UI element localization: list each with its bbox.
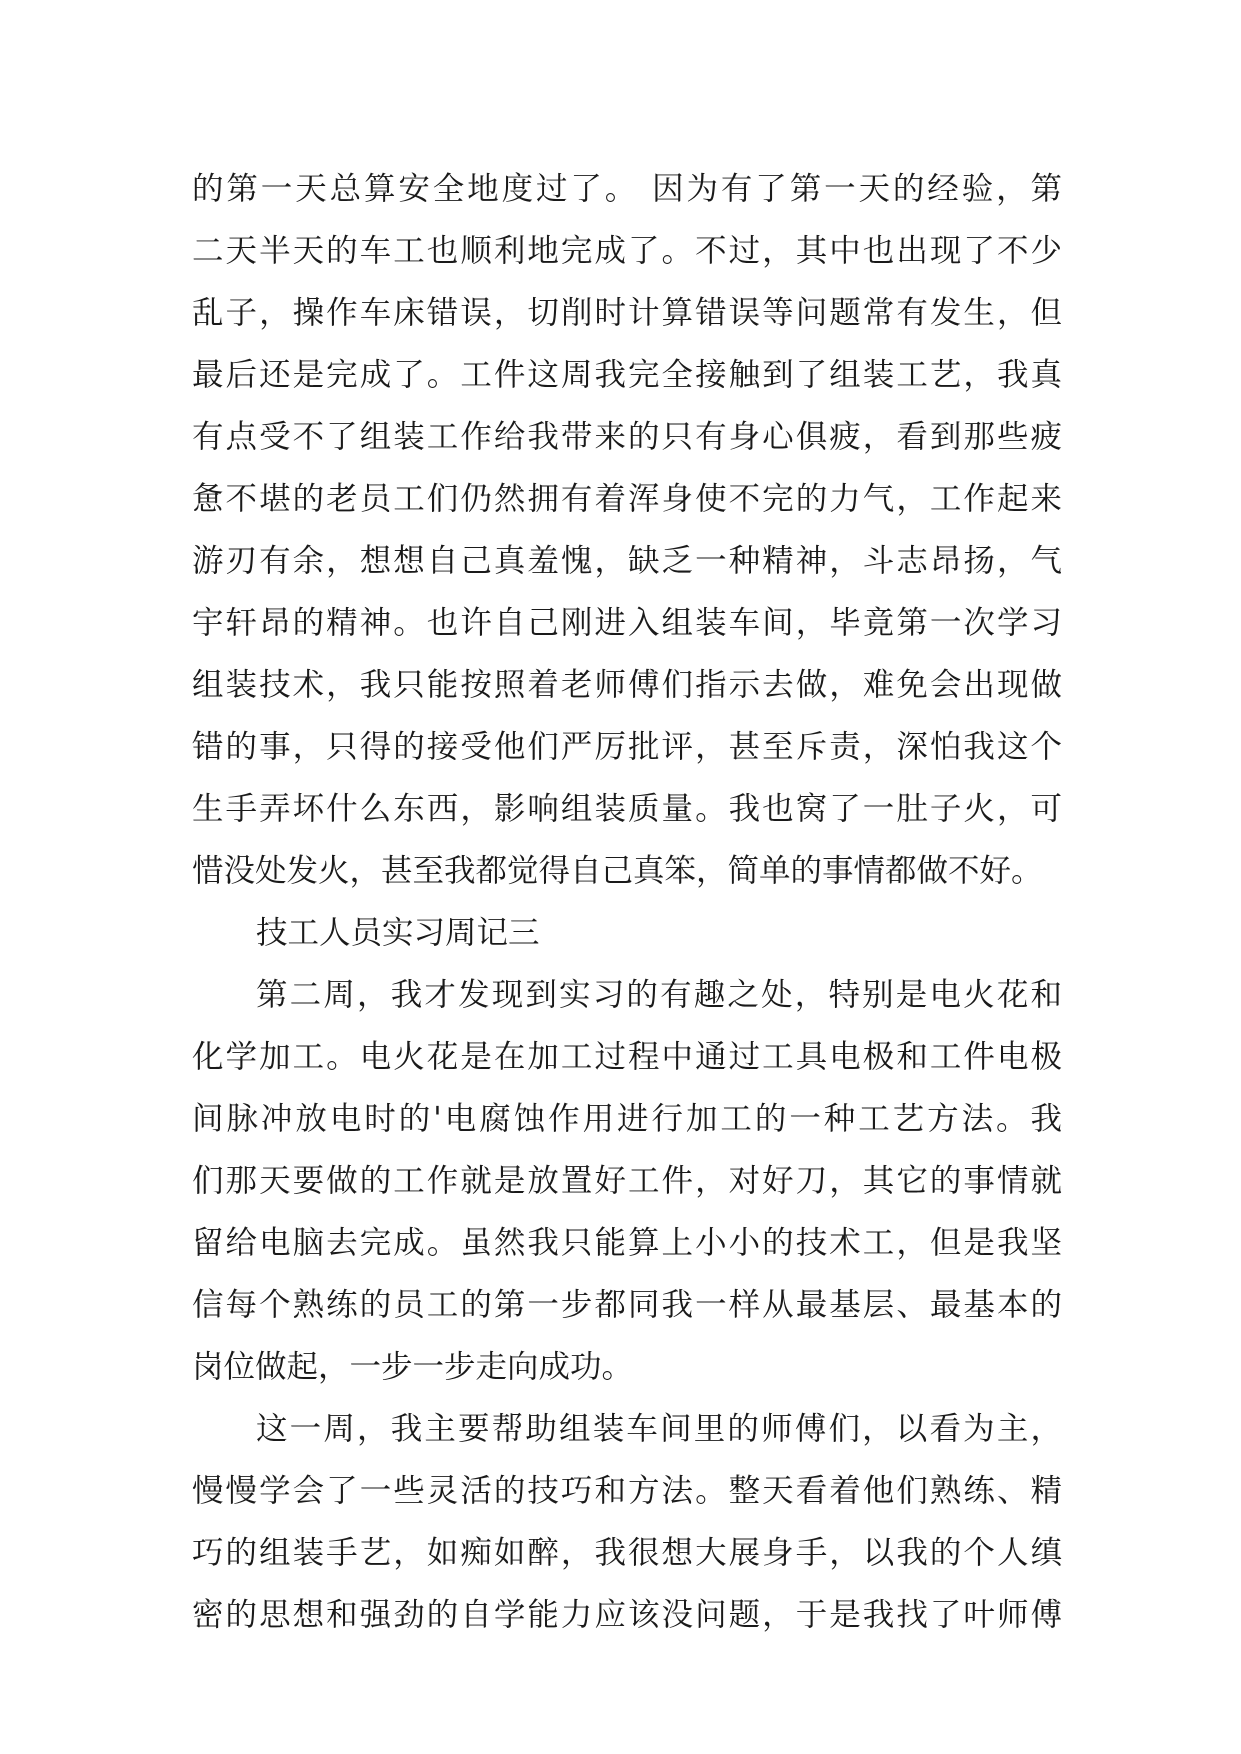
section-heading: 技工人员实习周记三 xyxy=(256,915,540,951)
text-line: 错的事，只得的接受他们严厉批评，甚至斥责，深怕我这个 xyxy=(192,729,1062,765)
text-line: 密的思想和强劲的自学能力应该没问题，于是我找了叶师傅 xyxy=(192,1597,1062,1633)
text-line: 乱子，操作车床错误，切削时计算错误等问题常有发生，但 xyxy=(192,295,1062,331)
text-line: 间脉冲放电时的'电腐蚀作用进行加工的一种工艺方法。我 xyxy=(192,1101,1062,1137)
body-text xyxy=(192,158,1062,1646)
text-line: 们那天要做的工作就是放置好工件，对好刀，其它的事情就 xyxy=(192,1163,1062,1199)
text-line: 生手弄坏什么东西，影响组装质量。我也窝了一肚子火，可 xyxy=(192,791,1062,827)
text-line: 惜没处发火，甚至我都觉得自己真笨，简单的事情都做不好。 xyxy=(192,853,1043,889)
text-line: 这一周，我主要帮助组装车间里的师傅们，以看为主， xyxy=(256,1411,1062,1447)
text-line: 留给电脑去完成。虽然我只能算上小小的技术工，但是我坚 xyxy=(192,1225,1062,1261)
text-line: 岗位做起，一步一步走向成功。 xyxy=(192,1349,634,1385)
text-line: 宇轩昂的精神。也许自己刚进入组装车间，毕竟第一次学习 xyxy=(192,605,1062,641)
text-line: 的第一天总算安全地度过了。 因为有了第一天的经验，第 xyxy=(192,171,1062,207)
text-line: 巧的组装手艺，如痴如醉，我很想大展身手，以我的个人缜 xyxy=(192,1535,1062,1571)
text-line: 惫不堪的老员工们仍然拥有着浑身使不完的力气，工作起来 xyxy=(192,481,1062,517)
text-line: 慢慢学会了一些灵活的技巧和方法。整天看着他们熟练、精 xyxy=(192,1473,1062,1509)
text-line: 最后还是完成了。工件这周我完全接触到了组装工艺，我真 xyxy=(192,357,1062,393)
text-line: 信每个熟练的员工的第一步都同我一样从最基层、最基本的 xyxy=(192,1287,1062,1323)
text-line: 二天半天的车工也顺利地完成了。不过，其中也出现了不少 xyxy=(192,233,1062,269)
text-line: 有点受不了组装工作给我带来的只有身心俱疲，看到那些疲 xyxy=(192,419,1062,455)
text-line: 第二周，我才发现到实习的有趣之处，特别是电火花和 xyxy=(256,977,1062,1013)
text-line: 化学加工。电火花是在加工过程中通过工具电极和工件电极 xyxy=(192,1039,1062,1075)
text-line: 游刃有余，想想自己真羞愧，缺乏一种精神，斗志昂扬，气 xyxy=(192,543,1062,579)
text-line: 组装技术，我只能按照着老师傅们指示去做，难免会出现做 xyxy=(192,667,1062,703)
